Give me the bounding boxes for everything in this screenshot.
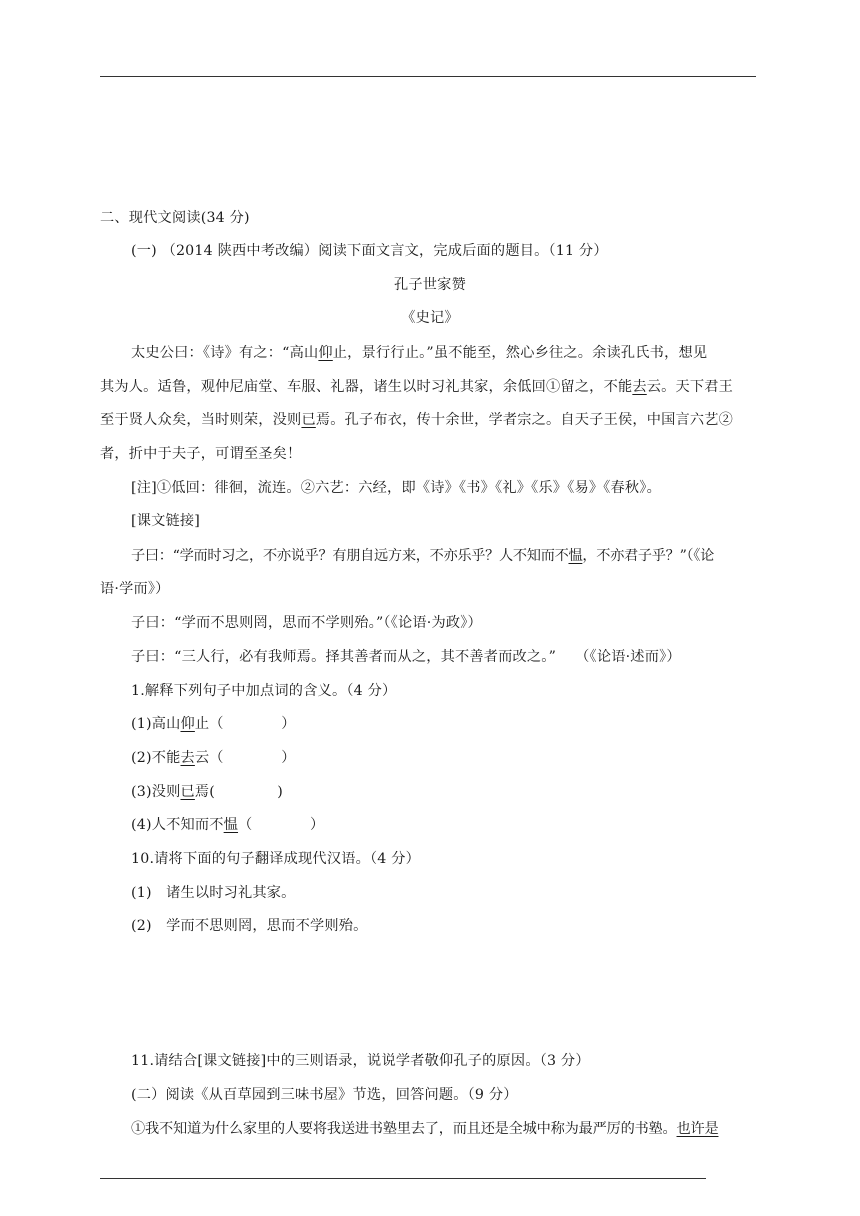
question-11-prompt: 11.请结合[课文链接]中的三则语录，说说学者敬仰孔子的原因。（3 分） [131, 1053, 590, 1069]
passage-line-1: 太史公曰：《诗》有之：“高山仰止，景行行止。”虽不能至，然心乡往之。余读孔氏书，想见 [131, 345, 708, 361]
passage-line-4: 者，折中于夫子，可谓至圣矣！ [100, 446, 302, 462]
marked-word: 已 [180, 784, 195, 800]
question-9-item-4: (4)人不知而不愠（ ） [131, 817, 325, 833]
quote-1: 子曰：“学而时习之，不亦说乎？有朋自远方来，不亦乐乎？人不知而不愠，不亦君子乎？”（《论 [131, 548, 714, 564]
part2-paragraph-1: ①我不知道为什么家里的人要将我送进书塾里去了，而且还是全城中称为最严厉的书塾。也许是 [131, 1121, 719, 1137]
passage-source: 《史记》 [401, 310, 459, 326]
marked-word: 仰 [180, 716, 195, 732]
marked-word: 愠 [568, 548, 583, 564]
question-10-sentence-1: (1) 诸生以时习礼其家。 [131, 885, 296, 901]
question-10-prompt: 10.请将下面的句子翻译成现代汉语。（4 分） [131, 851, 420, 867]
annotation-note: [注]①低回：徘徊，流连。②六艺：六经，即《诗》《书》《礼》《乐》《易》《春秋》。 [131, 480, 661, 496]
marked-phrase: 也许是 [676, 1121, 719, 1137]
footer-rule [100, 1178, 706, 1179]
marked-word: 仰 [318, 345, 333, 361]
passage-title: 孔子世家赞 [394, 277, 466, 293]
question-9-prompt: 1.解释下列句子中加点词的含义。（4 分） [131, 683, 397, 699]
section-heading: 二、现代文阅读(34 分) [100, 210, 250, 226]
header-rule [100, 76, 756, 77]
question-10-sentence-2: (2) 学而不思则罔，思而不学则殆。 [131, 918, 368, 934]
quote-2: 子曰：“学而不思则罔，思而不学则殆。”（《论语·为政》） [131, 615, 482, 631]
part2-instruction: (二）阅读《从百草园到三味书屋》节选，回答问题。（9 分） [131, 1087, 518, 1103]
quote-3: 子曰：“三人行，必有我师焉。择其善者而从之，其不善者而改之。” （《论语·述而》） [131, 649, 681, 665]
question-9-item-2: (2)不能去云（ ） [131, 750, 296, 766]
question-9-item-3: (3)没则已焉( ) [131, 784, 283, 800]
question-9-item-1: (1)高山仰止（ ） [131, 716, 296, 732]
part1-instruction: (一) （2014 陕西中考改编）阅读下面文言文，完成后面的题目。（11 分） [131, 243, 608, 259]
link-heading: [课文链接] [131, 513, 201, 529]
quote-1-continued: 语·学而》） [100, 581, 170, 597]
passage-line-3: 至于贤人众矣，当时则荣，没则已焉。孔子布衣，传十余世，学者宗之。自天子王侯，中国言六艺② [100, 412, 734, 428]
marked-word: 愠 [223, 817, 239, 833]
passage-line-2: 其为人。适鲁，观仲尼庙堂、车服、礼器，诸生以时习礼其家，余低回①留之，不能去云。天下君王 [100, 379, 734, 395]
marked-word: 已 [301, 412, 316, 428]
marked-word: 去 [180, 750, 195, 766]
marked-word: 去 [632, 379, 647, 395]
